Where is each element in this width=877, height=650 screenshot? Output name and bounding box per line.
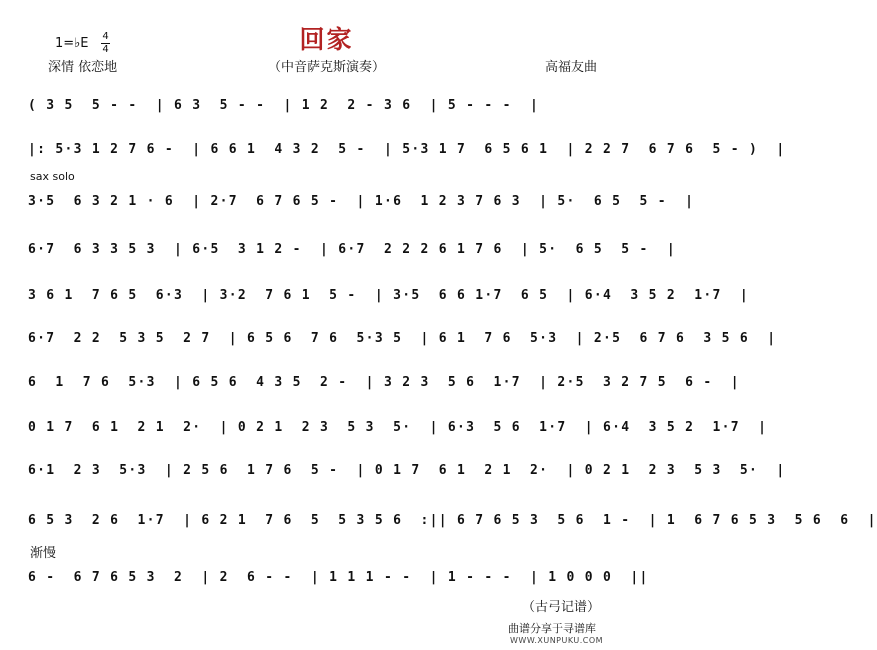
composer: 高福友曲 <box>545 60 598 75</box>
score-line: 0 1 7 6 1 2 1 2· | 0 2 1 2 3 5 3 5· | 6·3 5 6 1·7 | 6·4 3 5 2 1·7 | <box>28 420 768 435</box>
score-line: ( 3 5 5 - - | 6 3 5 - - | 1 2 2 - 3 6 | 5 - - - | <box>28 98 540 113</box>
score-line: 3·5 6 3 2 1 · 6 | 2·7 6 7 6 5 - | 1·6 1 2 3 7 6 3 | 5· 6 5 5 - | <box>28 194 695 209</box>
subtitle: （中音萨克斯演奏） <box>267 60 385 75</box>
notation-credit: （古弓记谱） <box>522 600 601 615</box>
score-line: 6 1 7 6 5·3 | 6 5 6 4 3 5 2 - | 3 2 3 5 6 1·7 | 2·5 3 2 7 5 6 - | <box>28 375 740 390</box>
score-line: |: 5·3 1 2 7 6 - | 6 6 1 4 3 2 5 - | 5·3 1 7 6 5 6 1 | 2 2 7 6 7 6 5 - ) | <box>28 142 786 157</box>
score-line: 3 6 1 7 6 5 6·3 | 3·2 7 6 1 5 - | 3·5 6 6 1·7 6 5 | 6·4 3 5 2 1·7 | <box>28 288 750 303</box>
site-link[interactable]: WWW.XUNPUKU.COM <box>510 636 604 645</box>
score-line: 6 5 3 2 6 1·7 | 6 2 1 7 6 5 5 3 5 6 :|| 6 7 6 5 3 5 6 1 - | 1 6 7 6 5 3 5 6 6 | <box>28 513 877 528</box>
expression-marking: 深情 依恋地 <box>48 60 118 75</box>
score-line: 6·7 2 2 5 3 5 2 7 | 6 5 6 7 6 5·3 5 | 6 1 7 6 5·3 | 2·5 6 7 6 3 5 6 | <box>28 331 777 346</box>
time-signature-bottom: 4 <box>102 44 109 55</box>
time-signature <box>101 32 110 55</box>
song-title: 回家 <box>299 25 354 54</box>
share-credit: 曲谱分享于寻谱库 <box>508 622 596 635</box>
score-line: 6 - 6 7 6 5 3 2 | 2 6 - - | 1 1 1 - - | 1 - - - | 1 0 0 0 || <box>28 570 649 585</box>
slowing-annotation: 渐慢 <box>30 546 57 561</box>
sax-solo-annotation: sax solo <box>30 170 75 183</box>
key-signature: 1=♭E <box>55 36 89 51</box>
time-signature-top: 4 <box>102 31 109 42</box>
score-line: 6·1 2 3 5·3 | 2 5 6 1 7 6 5 - | 0 1 7 6 1 2 1 2· | 0 2 1 2 3 5 3 5· | <box>28 463 786 478</box>
score-line: 6·7 6 3 3 5 3 | 6·5 3 1 2 - | 6·7 2 2 2 6 1 7 6 | 5· 6 5 5 - | <box>28 242 676 257</box>
